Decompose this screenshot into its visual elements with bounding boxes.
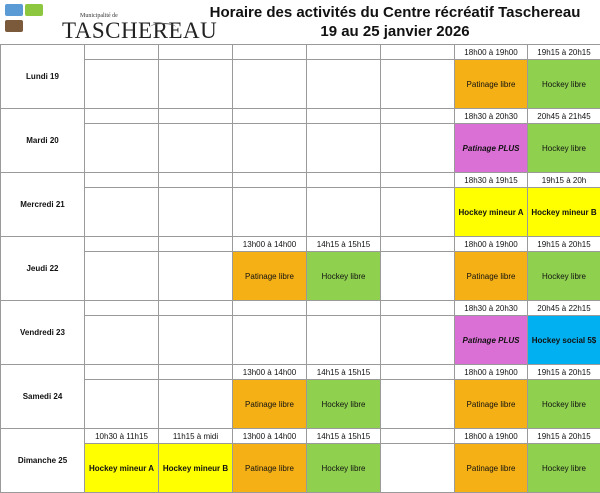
day-label: Mercredi 21 xyxy=(1,173,85,237)
logo-brown-square xyxy=(5,20,23,32)
empty-cell xyxy=(159,188,233,237)
time-slot xyxy=(85,301,159,316)
time-slot: 19h15 à 20h xyxy=(528,173,600,188)
activity-row xyxy=(1,124,600,173)
empty-cell xyxy=(85,124,159,173)
schedule-table xyxy=(0,44,600,493)
empty-cell xyxy=(159,380,233,429)
time-slot xyxy=(381,365,455,380)
time-slot: 20h45 à 22h15 xyxy=(528,301,600,316)
activity-cell-mineur: Hockey mineur A xyxy=(455,188,528,237)
day-label: Vendredi 23 xyxy=(1,301,85,365)
time-slot xyxy=(233,45,307,60)
logo-green-square xyxy=(25,4,43,16)
activity-cell-plus: Patinage PLUS xyxy=(455,316,528,365)
schedule-title: Horaire des activités du Centre récréatif Taschereau xyxy=(195,4,595,21)
time-slot: 18h30 à 20h30 xyxy=(455,301,528,316)
activity-cell-hockey: Hockey libre xyxy=(528,60,600,109)
time-slot xyxy=(381,45,455,60)
time-slot: 13h00 à 14h00 xyxy=(233,237,307,252)
empty-cell xyxy=(85,60,159,109)
time-slot xyxy=(381,301,455,316)
activity-cell-patinage: Patinage libre xyxy=(233,444,307,493)
activity-cell-mineur: Hockey mineur B xyxy=(159,444,233,493)
empty-cell xyxy=(85,380,159,429)
time-slot xyxy=(307,301,381,316)
empty-cell xyxy=(307,188,381,237)
activity-cell-patinage: Patinage libre xyxy=(233,252,307,301)
time-slot xyxy=(159,301,233,316)
empty-cell xyxy=(159,252,233,301)
time-slot xyxy=(381,109,455,124)
time-slot: 20h45 à 21h45 xyxy=(528,109,600,124)
activity-cell-social: Hockey social 5$ xyxy=(528,316,600,365)
activity-row xyxy=(1,252,600,301)
time-slot xyxy=(307,45,381,60)
time-row xyxy=(1,109,600,124)
time-row xyxy=(1,365,600,380)
time-slot xyxy=(85,109,159,124)
logo-blue-square xyxy=(5,4,23,16)
time-slot xyxy=(159,109,233,124)
time-row xyxy=(1,45,600,60)
activity-cell-mineur: Hockey mineur B xyxy=(528,188,600,237)
logo-municipality-label: Municipalité de xyxy=(80,13,118,19)
time-slot: 19h15 à 20h15 xyxy=(528,365,600,380)
time-slot xyxy=(159,237,233,252)
activity-cell-plus: Patinage PLUS xyxy=(455,124,528,173)
empty-cell xyxy=(381,316,455,365)
activity-cell-patinage: Patinage libre xyxy=(455,444,528,493)
empty-cell xyxy=(159,316,233,365)
empty-cell xyxy=(233,60,307,109)
day-label: Lundi 19 xyxy=(1,45,85,109)
time-slot xyxy=(233,109,307,124)
empty-cell xyxy=(381,444,455,493)
activity-cell-hockey: Hockey libre xyxy=(528,444,600,493)
activity-cell-mineur: Hockey mineur A xyxy=(85,444,159,493)
logo-name: TASCHEREAU xyxy=(62,18,217,44)
activity-row xyxy=(1,444,600,493)
activity-cell-hockey: Hockey libre xyxy=(528,380,600,429)
time-slot: 18h00 à 19h00 xyxy=(455,365,528,380)
time-slot xyxy=(85,173,159,188)
empty-cell xyxy=(307,316,381,365)
time-slot: 19h15 à 20h15 xyxy=(528,45,600,60)
time-slot xyxy=(159,365,233,380)
empty-cell xyxy=(159,124,233,173)
time-slot xyxy=(85,365,159,380)
activity-cell-hockey: Hockey libre xyxy=(307,444,381,493)
time-slot xyxy=(307,173,381,188)
activity-cell-hockey: Hockey libre xyxy=(307,252,381,301)
activity-cell-patinage: Patinage libre xyxy=(455,60,528,109)
time-slot xyxy=(381,237,455,252)
time-slot xyxy=(233,301,307,316)
empty-cell xyxy=(233,188,307,237)
empty-cell xyxy=(381,60,455,109)
day-label: Mardi 20 xyxy=(1,109,85,173)
time-slot: 13h00 à 14h00 xyxy=(233,365,307,380)
empty-cell xyxy=(233,316,307,365)
logo-swoosh xyxy=(150,23,176,32)
empty-cell xyxy=(307,60,381,109)
activity-cell-hockey: Hockey libre xyxy=(307,380,381,429)
empty-cell xyxy=(381,380,455,429)
activity-cell-patinage: Patinage libre xyxy=(455,252,528,301)
empty-cell xyxy=(85,252,159,301)
time-slot xyxy=(307,109,381,124)
time-slot: 13h00 à 14h00 xyxy=(233,429,307,444)
time-slot: 18h00 à 19h00 xyxy=(455,429,528,444)
time-slot: 11h15 à midi xyxy=(159,429,233,444)
empty-cell xyxy=(233,124,307,173)
time-slot: 18h00 à 19h00 xyxy=(455,45,528,60)
time-slot: 14h15 à 15h15 xyxy=(307,365,381,380)
empty-cell xyxy=(307,124,381,173)
empty-cell xyxy=(85,316,159,365)
time-row xyxy=(1,173,600,188)
time-slot: 14h15 à 15h15 xyxy=(307,237,381,252)
time-slot xyxy=(159,173,233,188)
day-label: Dimanche 25 xyxy=(1,429,85,493)
time-slot xyxy=(85,45,159,60)
municipality-logo xyxy=(0,0,200,44)
day-label: Jeudi 22 xyxy=(1,237,85,301)
schedule-dates: 19 au 25 janvier 2026 xyxy=(195,23,595,40)
time-slot: 18h00 à 19h00 xyxy=(455,237,528,252)
activity-cell-patinage: Patinage libre xyxy=(233,380,307,429)
activity-cell-patinage: Patinage libre xyxy=(455,380,528,429)
empty-cell xyxy=(381,188,455,237)
time-slot xyxy=(381,429,455,444)
empty-cell xyxy=(381,252,455,301)
activity-row xyxy=(1,380,600,429)
time-row xyxy=(1,429,600,444)
time-slot xyxy=(233,173,307,188)
activity-cell-hockey: Hockey libre xyxy=(528,252,600,301)
time-slot: 18h30 à 20h30 xyxy=(455,109,528,124)
day-label: Samedi 24 xyxy=(1,365,85,429)
activity-row xyxy=(1,316,600,365)
empty-cell xyxy=(381,124,455,173)
time-slot: 10h30 à 11h15 xyxy=(85,429,159,444)
activity-row xyxy=(1,188,600,237)
time-slot: 18h30 à 19h15 xyxy=(455,173,528,188)
time-slot xyxy=(85,237,159,252)
time-slot: 19h15 à 20h15 xyxy=(528,237,600,252)
time-row xyxy=(1,237,600,252)
activity-row xyxy=(1,60,600,109)
time-slot xyxy=(159,45,233,60)
time-row xyxy=(1,301,600,316)
time-slot: 14h15 à 15h15 xyxy=(307,429,381,444)
time-slot xyxy=(381,173,455,188)
empty-cell xyxy=(159,60,233,109)
empty-cell xyxy=(85,188,159,237)
activity-cell-hockey: Hockey libre xyxy=(528,124,600,173)
time-slot: 19h15 à 20h15 xyxy=(528,429,600,444)
